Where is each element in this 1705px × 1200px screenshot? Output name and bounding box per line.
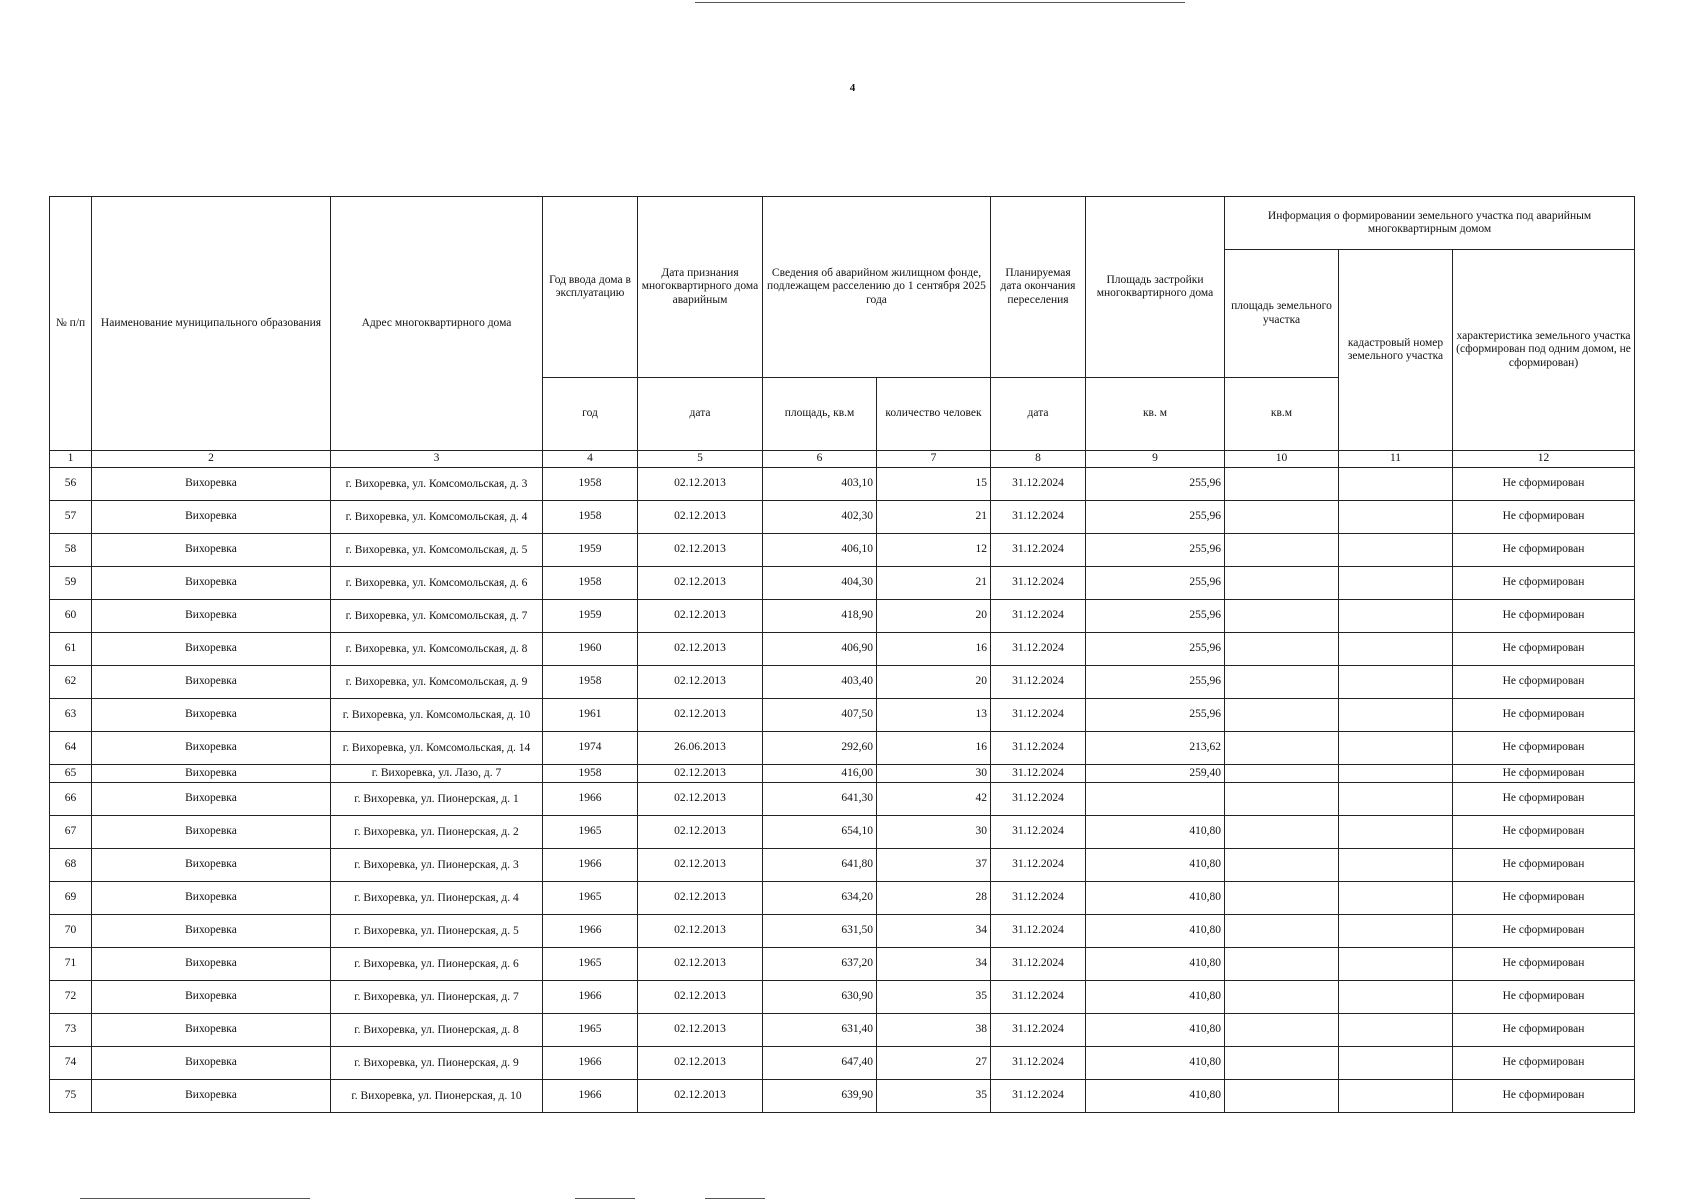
cell-land-status: Не сформирован: [1453, 1080, 1635, 1113]
cell-land-status: Не сформирован: [1453, 699, 1635, 732]
cell-area: 292,60: [763, 732, 877, 765]
cell-land-status: Не сформирован: [1453, 882, 1635, 915]
cell-land-status: Не сформирован: [1453, 783, 1635, 816]
cell-year-built: 1958: [543, 666, 638, 699]
cell-recognition-date: 02.12.2013: [638, 699, 763, 732]
cell-address: г. Вихоревка, ул. Комсомольская, д. 9: [331, 666, 543, 699]
cell-address: г. Вихоревка, ул. Комсомольская, д. 6: [331, 567, 543, 600]
cell-planned-date: 31.12.2024: [991, 981, 1086, 1014]
table-row: [50, 915, 1635, 948]
cell-cadastral: [1339, 567, 1453, 600]
cell-recognition-date: 02.12.2013: [638, 666, 763, 699]
unit-area: площадь, кв.м: [763, 378, 877, 451]
cell-recognition-date: 02.12.2013: [638, 882, 763, 915]
cell-planned-date: 31.12.2024: [991, 1047, 1086, 1080]
cell-cadastral: [1339, 849, 1453, 882]
cell-cadastral: [1339, 915, 1453, 948]
header-year-built: Год ввода дома в эксплуатацию: [543, 197, 638, 378]
cell-year-built: 1965: [543, 882, 638, 915]
cell-area: 654,10: [763, 816, 877, 849]
cell-municipality: Вихоревка: [92, 1080, 331, 1113]
cell-people: 42: [877, 783, 991, 816]
cell-row-number: 61: [50, 633, 92, 666]
cell-year-built: 1961: [543, 699, 638, 732]
cell-address: г. Вихоревка, ул. Пионерская, д. 8: [331, 1014, 543, 1047]
cell-year-built: 1960: [543, 633, 638, 666]
cell-area: 631,50: [763, 915, 877, 948]
header-emergency-info: Сведения об аварийном жилищном фонде, подлежащем расселению до 1 сентября 2025 года: [763, 197, 991, 378]
cell-planned-date: 31.12.2024: [991, 501, 1086, 534]
cell-land-area: [1225, 501, 1339, 534]
scan-line-bottom-1: [80, 1198, 310, 1199]
cell-cadastral: [1339, 1080, 1453, 1113]
cell-cadastral: [1339, 981, 1453, 1014]
header-recognition-date: Дата признания многоквартирного дома аварийным: [638, 197, 763, 378]
table-row: [50, 501, 1635, 534]
cell-land-area: [1225, 1014, 1339, 1047]
cell-address: г. Вихоревка, ул. Комсомольская, д. 3: [331, 468, 543, 501]
cell-municipality: Вихоревка: [92, 600, 331, 633]
header-land-status: характеристика земельного участка (сформирован под одним домом, не сформирован): [1453, 250, 1635, 451]
cell-planned-date: 31.12.2024: [991, 765, 1086, 783]
cell-land-status: Не сформирован: [1453, 948, 1635, 981]
table-row: [50, 816, 1635, 849]
cell-recognition-date: 02.12.2013: [638, 948, 763, 981]
cell-land-area: [1225, 468, 1339, 501]
column-number: 10: [1225, 451, 1339, 468]
cell-area: 418,90: [763, 600, 877, 633]
cell-building-area: 255,96: [1086, 633, 1225, 666]
cell-people: 16: [877, 732, 991, 765]
cell-recognition-date: 02.12.2013: [638, 849, 763, 882]
cell-building-area: 259,40: [1086, 765, 1225, 783]
cell-land-area: [1225, 915, 1339, 948]
cell-row-number: 57: [50, 501, 92, 534]
cell-year-built: 1958: [543, 501, 638, 534]
scan-line-bottom-2: [575, 1198, 635, 1199]
cell-land-area: [1225, 666, 1339, 699]
cell-land-status: Не сформирован: [1453, 816, 1635, 849]
cell-area: 641,30: [763, 783, 877, 816]
cell-row-number: 63: [50, 699, 92, 732]
cell-address: г. Вихоревка, ул. Комсомольская, д. 8: [331, 633, 543, 666]
cell-recognition-date: 02.12.2013: [638, 468, 763, 501]
table-row: [50, 1080, 1635, 1113]
header-num: № п/п: [50, 197, 92, 451]
cell-land-status: Не сформирован: [1453, 666, 1635, 699]
header-municipality: Наименование муниципального образования: [92, 197, 331, 451]
cell-building-area: 410,80: [1086, 1047, 1225, 1080]
column-number: 11: [1339, 451, 1453, 468]
cell-municipality: Вихоревка: [92, 633, 331, 666]
cell-area: 637,20: [763, 948, 877, 981]
cell-building-area: 410,80: [1086, 816, 1225, 849]
cell-people: 30: [877, 765, 991, 783]
cell-recognition-date: 02.12.2013: [638, 783, 763, 816]
cell-municipality: Вихоревка: [92, 567, 331, 600]
cell-row-number: 69: [50, 882, 92, 915]
cell-area: 647,40: [763, 1047, 877, 1080]
cell-planned-date: 31.12.2024: [991, 468, 1086, 501]
cell-address: г. Вихоревка, ул. Комсомольская, д. 7: [331, 600, 543, 633]
cell-address: г. Вихоревка, ул. Пионерская, д. 4: [331, 882, 543, 915]
unit-planned-date: дата: [991, 378, 1086, 451]
table-row: [50, 849, 1635, 882]
cell-row-number: 75: [50, 1080, 92, 1113]
cell-row-number: 72: [50, 981, 92, 1014]
column-number: 8: [991, 451, 1086, 468]
cell-recognition-date: 02.12.2013: [638, 633, 763, 666]
cell-cadastral: [1339, 633, 1453, 666]
cell-year-built: 1966: [543, 981, 638, 1014]
cell-year-built: 1959: [543, 534, 638, 567]
cell-recognition-date: 02.12.2013: [638, 1080, 763, 1113]
cell-people: 20: [877, 666, 991, 699]
cell-building-area: 410,80: [1086, 1014, 1225, 1047]
cell-municipality: Вихоревка: [92, 468, 331, 501]
unit-building-area: кв. м: [1086, 378, 1225, 451]
cell-area: 407,50: [763, 699, 877, 732]
cell-building-area: 410,80: [1086, 849, 1225, 882]
cell-building-area: 410,80: [1086, 981, 1225, 1014]
cell-land-area: [1225, 948, 1339, 981]
cell-cadastral: [1339, 765, 1453, 783]
cell-municipality: Вихоревка: [92, 501, 331, 534]
table-row: [50, 534, 1635, 567]
cell-row-number: 68: [50, 849, 92, 882]
cell-address: г. Вихоревка, ул. Комсомольская, д. 5: [331, 534, 543, 567]
table-row: [50, 1047, 1635, 1080]
unit-people: количество человек: [877, 378, 991, 451]
unit-date: дата: [638, 378, 763, 451]
table-row: [50, 882, 1635, 915]
cell-building-area: 410,80: [1086, 948, 1225, 981]
cell-people: 12: [877, 534, 991, 567]
unit-year: год: [543, 378, 638, 451]
cell-planned-date: 31.12.2024: [991, 849, 1086, 882]
cell-land-status: Не сформирован: [1453, 567, 1635, 600]
column-number: 3: [331, 451, 543, 468]
scan-line-top: [695, 2, 1185, 3]
cell-year-built: 1965: [543, 816, 638, 849]
cell-people: 34: [877, 948, 991, 981]
cell-people: 16: [877, 633, 991, 666]
cell-row-number: 64: [50, 732, 92, 765]
cell-address: г. Вихоревка, ул. Комсомольская, д. 10: [331, 699, 543, 732]
cell-year-built: 1966: [543, 1047, 638, 1080]
cell-land-area: [1225, 783, 1339, 816]
cell-land-status: Не сформирован: [1453, 765, 1635, 783]
cell-cadastral: [1339, 534, 1453, 567]
cell-cadastral: [1339, 699, 1453, 732]
cell-building-area: [1086, 783, 1225, 816]
table-row: [50, 981, 1635, 1014]
cell-land-area: [1225, 732, 1339, 765]
cell-people: 27: [877, 1047, 991, 1080]
cell-building-area: 255,96: [1086, 600, 1225, 633]
cell-land-status: Не сформирован: [1453, 1047, 1635, 1080]
cell-row-number: 56: [50, 468, 92, 501]
header-land-area: площадь земельного участка: [1225, 250, 1339, 378]
cell-area: 406,10: [763, 534, 877, 567]
cell-address: г. Вихоревка, ул. Лазо, д. 7: [331, 765, 543, 783]
cell-year-built: 1966: [543, 783, 638, 816]
cell-row-number: 73: [50, 1014, 92, 1047]
cell-land-status: Не сформирован: [1453, 915, 1635, 948]
cell-year-built: 1966: [543, 1080, 638, 1113]
cell-recognition-date: 02.12.2013: [638, 501, 763, 534]
cell-row-number: 70: [50, 915, 92, 948]
column-number: 2: [92, 451, 331, 468]
cell-recognition-date: 02.12.2013: [638, 600, 763, 633]
cell-address: г. Вихоревка, ул. Пионерская, д. 10: [331, 1080, 543, 1113]
table-row: [50, 468, 1635, 501]
cell-area: 416,00: [763, 765, 877, 783]
table-body: [50, 468, 1635, 1113]
header-building-area: Площадь застройки многоквартирного дома: [1086, 197, 1225, 378]
cell-land-area: [1225, 882, 1339, 915]
cell-row-number: 71: [50, 948, 92, 981]
cell-planned-date: 31.12.2024: [991, 816, 1086, 849]
cell-municipality: Вихоревка: [92, 981, 331, 1014]
cell-building-area: 255,96: [1086, 567, 1225, 600]
cell-area: 406,90: [763, 633, 877, 666]
cell-cadastral: [1339, 501, 1453, 534]
cell-recognition-date: 26.06.2013: [638, 732, 763, 765]
cell-building-area: 410,80: [1086, 915, 1225, 948]
cell-cadastral: [1339, 600, 1453, 633]
cell-land-status: Не сформирован: [1453, 633, 1635, 666]
column-number: 9: [1086, 451, 1225, 468]
cell-address: г. Вихоревка, ул. Пионерская, д. 2: [331, 816, 543, 849]
cell-municipality: Вихоревка: [92, 882, 331, 915]
cell-cadastral: [1339, 783, 1453, 816]
table-row: [50, 765, 1635, 783]
cell-address: г. Вихоревка, ул. Пионерская, д. 7: [331, 981, 543, 1014]
cell-cadastral: [1339, 1014, 1453, 1047]
scan-line-bottom-3: [705, 1198, 765, 1199]
cell-recognition-date: 02.12.2013: [638, 1014, 763, 1047]
cell-cadastral: [1339, 882, 1453, 915]
cell-municipality: Вихоревка: [92, 849, 331, 882]
column-number: 12: [1453, 451, 1635, 468]
table-row: [50, 783, 1635, 816]
cell-area: 634,20: [763, 882, 877, 915]
cell-area: 403,10: [763, 468, 877, 501]
cell-year-built: 1965: [543, 1014, 638, 1047]
header-cadastral: кадастровый номер земельного участка: [1339, 250, 1453, 451]
cell-year-built: 1959: [543, 600, 638, 633]
cell-planned-date: 31.12.2024: [991, 882, 1086, 915]
cell-municipality: Вихоревка: [92, 732, 331, 765]
header-address: Адрес многоквартирного дома: [331, 197, 543, 451]
header-land-info: Информация о формировании земельного участка под аварийным многоквартирным домом: [1225, 197, 1635, 250]
cell-recognition-date: 02.12.2013: [638, 915, 763, 948]
cell-land-area: [1225, 765, 1339, 783]
cell-land-area: [1225, 600, 1339, 633]
cell-people: 28: [877, 882, 991, 915]
cell-planned-date: 31.12.2024: [991, 633, 1086, 666]
cell-planned-date: 31.12.2024: [991, 699, 1086, 732]
cell-address: г. Вихоревка, ул. Пионерская, д. 3: [331, 849, 543, 882]
cell-people: 34: [877, 915, 991, 948]
cell-municipality: Вихоревка: [92, 1047, 331, 1080]
cell-land-area: [1225, 633, 1339, 666]
table-row: [50, 732, 1635, 765]
cell-address: г. Вихоревка, ул. Комсомольская, д. 4: [331, 501, 543, 534]
cell-recognition-date: 02.12.2013: [638, 1047, 763, 1080]
unit-land-area: кв.м: [1225, 378, 1339, 451]
cell-people: 15: [877, 468, 991, 501]
cell-land-status: Не сформирован: [1453, 534, 1635, 567]
cell-row-number: 67: [50, 816, 92, 849]
cell-land-status: Не сформирован: [1453, 849, 1635, 882]
page-number: 4: [849, 82, 856, 94]
column-number: 6: [763, 451, 877, 468]
cell-address: г. Вихоревка, ул. Комсомольская, д. 14: [331, 732, 543, 765]
cell-people: 37: [877, 849, 991, 882]
cell-municipality: Вихоревка: [92, 534, 331, 567]
cell-land-status: Не сформирован: [1453, 501, 1635, 534]
table-row: [50, 633, 1635, 666]
cell-building-area: 255,96: [1086, 666, 1225, 699]
cell-municipality: Вихоревка: [92, 765, 331, 783]
cell-row-number: 74: [50, 1047, 92, 1080]
cell-area: 641,80: [763, 849, 877, 882]
cell-building-area: 255,96: [1086, 699, 1225, 732]
cell-row-number: 65: [50, 765, 92, 783]
cell-address: г. Вихоревка, ул. Пионерская, д. 1: [331, 783, 543, 816]
cell-cadastral: [1339, 732, 1453, 765]
cell-municipality: Вихоревка: [92, 1014, 331, 1047]
cell-land-area: [1225, 816, 1339, 849]
cell-building-area: 255,96: [1086, 468, 1225, 501]
cell-people: 21: [877, 567, 991, 600]
cell-municipality: Вихоревка: [92, 699, 331, 732]
table-row: [50, 666, 1635, 699]
cell-building-area: 255,96: [1086, 501, 1225, 534]
cell-municipality: Вихоревка: [92, 915, 331, 948]
cell-address: г. Вихоревка, ул. Пионерская, д. 5: [331, 915, 543, 948]
cell-people: 30: [877, 816, 991, 849]
cell-recognition-date: 02.12.2013: [638, 567, 763, 600]
cell-planned-date: 31.12.2024: [991, 600, 1086, 633]
cell-municipality: Вихоревка: [92, 948, 331, 981]
table-row: [50, 600, 1635, 633]
cell-land-status: Не сформирован: [1453, 1014, 1635, 1047]
cell-row-number: 62: [50, 666, 92, 699]
cell-cadastral: [1339, 666, 1453, 699]
cell-year-built: 1974: [543, 732, 638, 765]
cell-people: 20: [877, 600, 991, 633]
cell-planned-date: 31.12.2024: [991, 915, 1086, 948]
cell-area: 631,40: [763, 1014, 877, 1047]
cell-building-area: 255,96: [1086, 534, 1225, 567]
cell-planned-date: 31.12.2024: [991, 1014, 1086, 1047]
cell-people: 13: [877, 699, 991, 732]
table-row: [50, 567, 1635, 600]
cell-planned-date: 31.12.2024: [991, 783, 1086, 816]
cell-recognition-date: 02.12.2013: [638, 816, 763, 849]
cell-municipality: Вихоревка: [92, 783, 331, 816]
cell-land-status: Не сформирован: [1453, 732, 1635, 765]
cell-cadastral: [1339, 1047, 1453, 1080]
cell-row-number: 66: [50, 783, 92, 816]
cell-year-built: 1965: [543, 948, 638, 981]
cell-people: 35: [877, 981, 991, 1014]
cell-recognition-date: 02.12.2013: [638, 981, 763, 1014]
cell-year-built: 1958: [543, 468, 638, 501]
cell-year-built: 1966: [543, 915, 638, 948]
table-row: [50, 1014, 1635, 1047]
cell-year-built: 1958: [543, 765, 638, 783]
cell-building-area: 410,80: [1086, 1080, 1225, 1113]
emergency-housing-table: [49, 196, 1635, 1113]
cell-land-area: [1225, 1080, 1339, 1113]
column-number: 7: [877, 451, 991, 468]
cell-cadastral: [1339, 948, 1453, 981]
cell-planned-date: 31.12.2024: [991, 666, 1086, 699]
header-planned-date: Планируемая дата окончания переселения: [991, 197, 1086, 378]
cell-planned-date: 31.12.2024: [991, 567, 1086, 600]
cell-people: 21: [877, 501, 991, 534]
cell-area: 630,90: [763, 981, 877, 1014]
column-number: 4: [543, 451, 638, 468]
cell-area: 404,30: [763, 567, 877, 600]
cell-people: 38: [877, 1014, 991, 1047]
cell-planned-date: 31.12.2024: [991, 948, 1086, 981]
table-row: [50, 699, 1635, 732]
cell-address: г. Вихоревка, ул. Пионерская, д. 9: [331, 1047, 543, 1080]
cell-land-status: Не сформирован: [1453, 600, 1635, 633]
cell-year-built: 1958: [543, 567, 638, 600]
cell-planned-date: 31.12.2024: [991, 534, 1086, 567]
cell-recognition-date: 02.12.2013: [638, 534, 763, 567]
cell-municipality: Вихоревка: [92, 816, 331, 849]
cell-land-area: [1225, 567, 1339, 600]
cell-land-status: Не сформирован: [1453, 468, 1635, 501]
cell-row-number: 58: [50, 534, 92, 567]
cell-municipality: Вихоревка: [92, 666, 331, 699]
column-number: 1: [50, 451, 92, 468]
cell-people: 35: [877, 1080, 991, 1113]
cell-land-area: [1225, 849, 1339, 882]
cell-year-built: 1966: [543, 849, 638, 882]
cell-land-area: [1225, 699, 1339, 732]
cell-land-area: [1225, 1047, 1339, 1080]
cell-building-area: 213,62: [1086, 732, 1225, 765]
cell-area: 403,40: [763, 666, 877, 699]
cell-land-area: [1225, 534, 1339, 567]
cell-address: г. Вихоревка, ул. Пионерская, д. 6: [331, 948, 543, 981]
column-number: 5: [638, 451, 763, 468]
cell-cadastral: [1339, 816, 1453, 849]
cell-row-number: 60: [50, 600, 92, 633]
cell-recognition-date: 02.12.2013: [638, 765, 763, 783]
cell-row-number: 59: [50, 567, 92, 600]
cell-cadastral: [1339, 468, 1453, 501]
cell-area: 639,90: [763, 1080, 877, 1113]
cell-land-area: [1225, 981, 1339, 1014]
cell-area: 402,30: [763, 501, 877, 534]
cell-planned-date: 31.12.2024: [991, 732, 1086, 765]
table-row: [50, 948, 1635, 981]
cell-building-area: 410,80: [1086, 882, 1225, 915]
cell-planned-date: 31.12.2024: [991, 1080, 1086, 1113]
cell-land-status: Не сформирован: [1453, 981, 1635, 1014]
